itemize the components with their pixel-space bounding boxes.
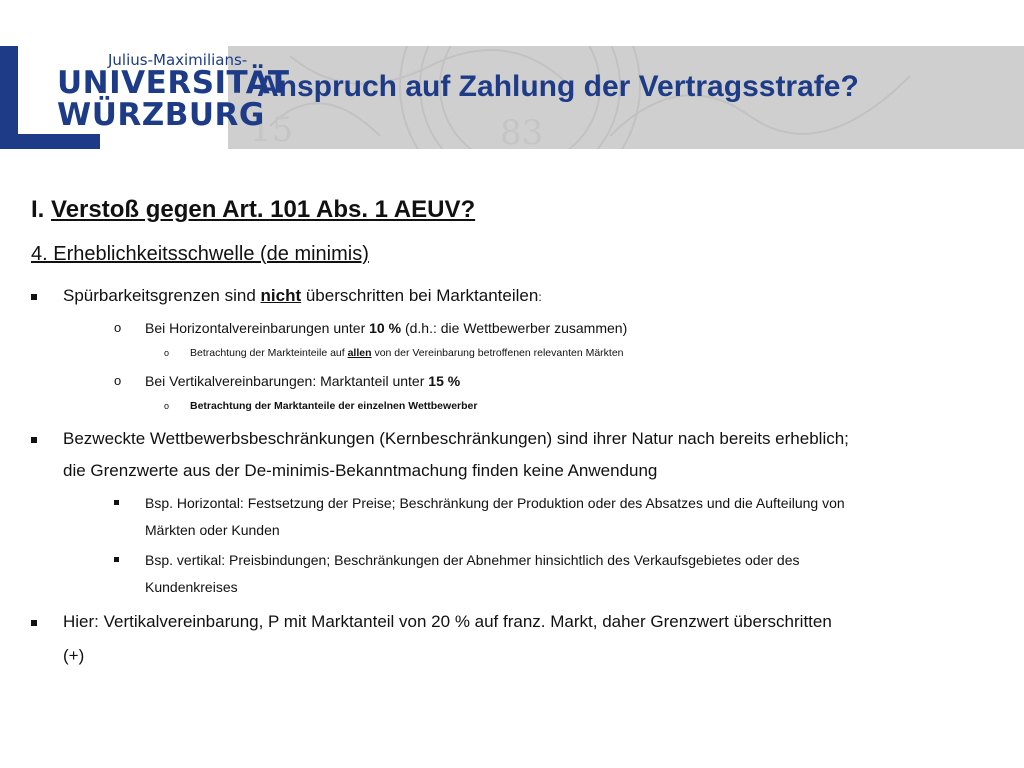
slide-title: Anspruch auf Zahlung der Vertragsstrafe? xyxy=(257,70,859,103)
list-item: Bsp. Horizontal: Festsetzung der Preise; Beschränkung der Produktion oder des Absatzes und die Aufteilung von xyxy=(145,495,845,511)
item-emphasis: 10 % xyxy=(369,320,402,336)
list-item: Hier: Vertikalvereinbarung, P mit Marktanteil von 20 % auf franz. Markt, daher Grenzwert überschritten xyxy=(63,612,832,631)
svg-text:15: 15 xyxy=(250,110,294,149)
list-item xyxy=(145,373,460,389)
section-heading-prefix: I. xyxy=(31,196,52,223)
square-bullet-icon xyxy=(114,557,119,562)
logo-text-julius: Julius-Maximilians- xyxy=(108,51,248,69)
section-heading xyxy=(31,196,475,224)
item-text: (d.h.: die Wettbewerber zusammen) xyxy=(401,320,628,336)
square-bullet-icon xyxy=(114,500,119,505)
circle-bullet-icon: o xyxy=(114,373,122,388)
list-item: Bezweckte Wettbewerbsbeschränkungen (Kernbeschränkungen) sind ihrer Natur nach bereits erheblich; xyxy=(63,429,849,448)
list-item-continuation: Märkten oder Kunden xyxy=(145,522,280,538)
list-item-continuation: Kundenkreises xyxy=(145,579,238,595)
svg-text:83: 83 xyxy=(500,113,544,149)
list-item xyxy=(145,320,627,336)
item-text: Bei Vertikalvereinbarungen: Marktanteil unter xyxy=(145,373,429,389)
list-item: Betrachtung der Marktanteile der einzelnen Wettbewerber xyxy=(190,400,478,412)
subsection-heading: 4. Erheblichkeitsschwelle (de minimis) xyxy=(31,243,369,265)
circle-bullet-icon: o xyxy=(164,401,170,411)
logo-text-universitaet: UNIVERSITÄT xyxy=(57,65,290,101)
circle-bullet-icon: o xyxy=(114,320,122,335)
item-emphasis: allen xyxy=(347,347,372,359)
list-item-continuation: (+) xyxy=(63,646,85,665)
list-item xyxy=(63,286,542,306)
item-text: Spürbarkeitsgrenzen sind xyxy=(63,286,261,305)
square-bullet-icon xyxy=(31,294,37,300)
list-item-continuation: die Grenzwerte aus der De-minimis-Bekanntmachung finden keine Anwendung xyxy=(63,461,658,480)
list-item: Bsp. vertikal: Preisbindungen; Beschränkungen der Abnehmer hinsichtlich des Verkaufsgebietes oder des xyxy=(145,552,800,568)
section-heading-text: Verstoß gegen Art. 101 Abs. 1 AEUV? xyxy=(51,196,476,223)
logo-text-wuerzburg: WÜRZBURG xyxy=(57,97,265,133)
logo-bar-left xyxy=(0,46,18,149)
item-text: : xyxy=(538,290,542,304)
square-bullet-icon xyxy=(31,437,37,443)
item-emphasis: nicht xyxy=(260,286,302,305)
item-text: überschritten bei Marktanteilen xyxy=(301,286,539,305)
square-bullet-icon xyxy=(31,620,37,626)
header-banner xyxy=(0,46,1024,149)
circle-bullet-icon: o xyxy=(164,348,170,358)
logo-bar-bottom xyxy=(18,134,100,149)
item-text: Bei Horizontalvereinbarungen unter xyxy=(145,320,370,336)
item-text: Betrachtung der Markteinteile auf xyxy=(190,347,348,359)
item-emphasis: 15 % xyxy=(428,373,461,389)
list-item xyxy=(190,347,624,359)
item-text: von der Vereinbarung betroffenen relevanten Märkten xyxy=(371,347,624,359)
